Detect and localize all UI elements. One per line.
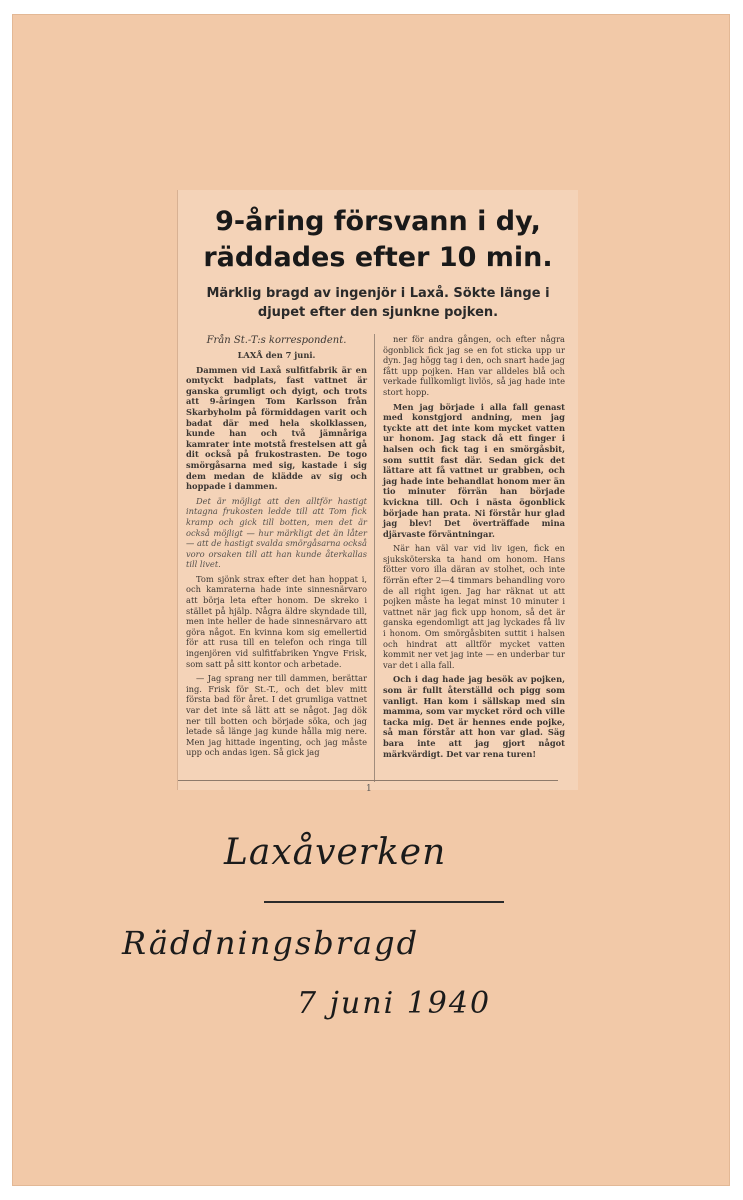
headline: 9-åring försvann i dy, räddades efter 10 min. [203,206,553,273]
paragraph: Tom sjönk strax efter det han hoppat i, och kamraterna hade inte sinnesnärvaro att börja leta efter honom. De skreko i stället på hjälp. Några äldre skyndade till, men inte heller de hade sinnesnärvaro att göra något. En kvinna kom sig emellertid för att rusa till en telefon och ringa till ingenjören vid sulfitfabriken Yngve Frisk, som satt på sitt kontor och arbetade. [186,573,367,669]
newspaper-clipping [177,190,578,794]
paragraph: Dammen vid Laxå sulfitfabrik är en omtyckt badplats, fast vattnet är ganska grumligt och dyigt, och trots att 9-åringen Tom Karlsson från Skarbyholm på förmiddagen varit och badat där med hela skolklassen, kunde han och två jämnåriga kamrater inte motstå frestelsen att gå dit också på frukostrasten. De togo smörgåsarna med sig, kastade i sig dem medan de klädde av sig och hoppade i dammen. [186,364,367,492]
article-column-right [383,334,565,763]
mounting-sheet [12,14,730,1186]
paragraph: Och i dag hade jag besök av pojken, som är fullt återställd och pigg som vanligt. Han kom i sällskap med sin mamma, som var mycket rörd och ville tacka mig. Det är hennes ende pojke, så man förstår att hon var glad. Säg bara inte att jag gjort något märkvärdigt. Det var rena turen! [383,674,565,759]
handwritten-place: Laxåverken [224,832,447,873]
paragraph: Men jag började i alla fall genast med konstgjord andning, men jag tyckte att det inte kom mycket vatten ur honom. Jag stack då ett finger i halsen och fick tag i en smörgåsbit, som suttit fast där. Sedan gick det lättare att få vattnet ur grabben, och jag hade inte behandlat honom mer än tio minuter förrän han började kvickna till. Och i nästa ögonblick började han prata. Ni förstår hur glad jag blev! Det överträffade mina djärvaste förväntningar. [383,401,565,539]
paragraph: När han väl var vid liv igen, fick en sjuksköterska ta hand om honom. Hans fötter voro illa däran av stolhet, och inte förrän efter 2—4 timmars behandling voro de all right igen. Jag har räknat ut att pojken måste ha legat minst 10 minuter i vattnet när jag fick upp honom, så det är ganska egendomligt att jag lyckades få liv i honom. Om smörgåsbiten suttit i halsen och hindrat att alltför mycket vatten kommit ner vet jag inte — en underbar tur var det i alla fall. [383,543,565,670]
bottom-rule [178,780,558,781]
paragraph: Det är möjligt att den alltför hastigt intagna frukosten ledde till att Tom fick kramp och gick till botten, men det är också möjligt — hur märkligt det än låter — att de hastigt svalda smörgåsarna också voro orsaken till att han kunde återkallas till livet. [186,495,367,570]
handwritten-date: 7 juni 1940 [297,986,492,1021]
page-number: 1 [366,784,372,794]
handwritten-title: Räddningsbragd [122,924,420,962]
paragraph: — Jag sprang ner till dammen, berättar ing. Frisk för St.-T., och det blev mitt första bad för året. I det grumliga vattnet var det inte så lätt att se något. Jag dök ner till botten och började söka, och jag letade så länge jag kunde hålla mig nere. Men jag hittade ingenting, och jag måste upp och andas igen. Så gick jag [186,673,367,758]
column-divider [374,334,375,782]
article-column-left [186,334,367,762]
dateline: LAXÅ den 7 juni. [237,350,316,360]
handwritten-underline [264,901,504,903]
paragraph: ner för andra gången, och efter några ögonblick fick jag se en fot sticka upp ur dyn. Jag högg tag i den, och snart hade jag fått upp pojken. Han var alldeles blå och verkade fullkomligt livlös, så jag hade inte stort hopp. [383,334,565,397]
correspondent-line: Från St.-T:s korrespondent. [206,335,347,346]
subheadline: Märklig bragd av ingenjör i Laxå. Sökte länge i djupet efter den sjunkne pojken. [206,286,550,320]
